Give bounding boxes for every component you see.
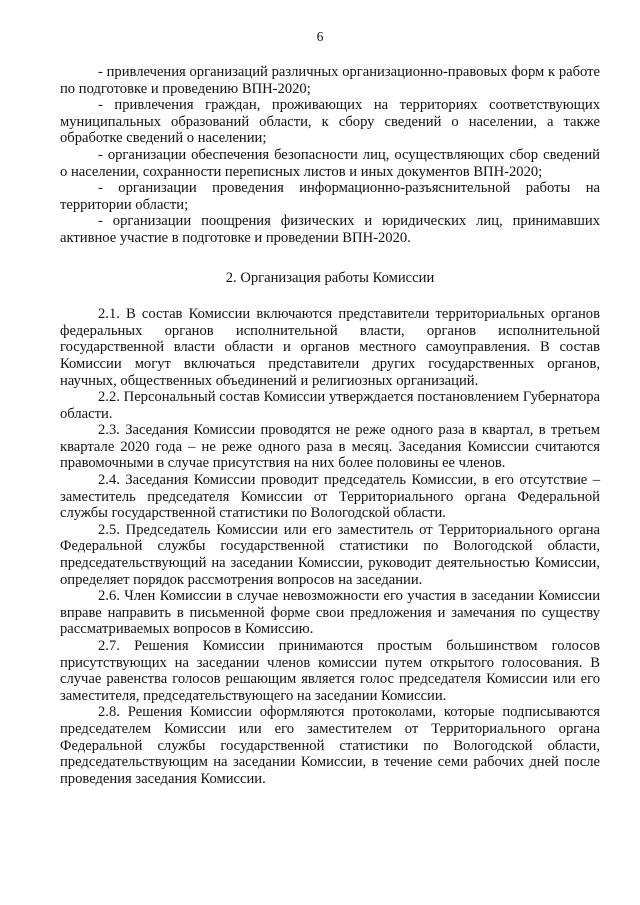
- clause-2-2: 2.2. Персональный состав Комиссии утверждается постановлением Губернатора области.: [60, 389, 600, 422]
- intro-item: - организации проведения информационно-разъяснительной работы на территории области;: [60, 180, 600, 213]
- clause-2-1: 2.1. В состав Комиссии включаются представители территориальных органов федеральных органов исполнительной власти, органов исполнительной государственной власти области и органов местного самоуправления. В состав Комиссии могут включаться представители других государственных органов, научных, общественных объединений и религиозных организаций.: [60, 306, 600, 389]
- document-body: [60, 64, 600, 787]
- intro-item: - привлечения граждан, проживающих на территориях соответствующих муниципальных образований области, к сбору сведений о населении, а также обработке сведений о населении;: [60, 97, 600, 147]
- intro-item: - организации поощрения физических и юридических лиц, принимавших активное участие в подготовке и проведении ВПН-2020.: [60, 213, 600, 246]
- clause-2-3: 2.3. Заседания Комиссии проводятся не реже одного раза в квартал, в третьем квартале 2020 года – не реже одного раза в месяц. Заседания Комиссии считаются правомочными в случае присутствия на них более половины ее членов.: [60, 422, 600, 472]
- intro-item: - привлечения организаций различных организационно-правовых форм к работе по подготовке и проведению ВПН-2020;: [60, 64, 600, 97]
- section-title: 2. Организация работы Комиссии: [225, 269, 435, 286]
- page-number: 6: [316, 29, 324, 44]
- clause-2-5: 2.5. Председатель Комиссии или его заместитель от Территориального органа Федеральной службы государственной статистики по Вологодской области, председательствующий на заседании Комиссии, руководит деятельностью Комиссии, определяет порядок рассмотрения вопросов на заседании.: [60, 521, 600, 588]
- clause-2-4: 2.4. Заседания Комиссии проводит председатель Комиссии, в его отсутствие – заместитель председателя Комиссии от Территориального органа Федеральной службы государственной статистики по Вологодской области.: [60, 472, 600, 522]
- clause-2-7: 2.7. Решения Комиссии принимаются простым большинством голосов присутствующих на заседании членов комиссии путем открытого голосования. В случае равенства голосов решающим является голос председателя Комиссии или его заместителя, председательствующего на заседании Комиссии.: [60, 638, 600, 704]
- clause-2-6: 2.6. Член Комиссии в случае невозможности его участия в заседании Комиссии вправе направить в письменной форме свои предложения и замечания по существу рассматриваемых вопросов в Комиссию.: [60, 588, 600, 638]
- clause-2-8: 2.8. Решения Комиссии оформляются протоколами, которые подписываются председателем Комиссии или его заместителем от Территориального органа Федеральной службы государственной статистики по Вологодской области, председательствующим на заседании Комиссии, в течение семи рабочих дней после проведения заседания Комиссии.: [60, 704, 600, 787]
- intro-item: - организации обеспечения безопасности лиц, осуществляющих сбор сведений о населении, сохранности переписных листов и иных документов ВПН-2020;: [60, 146, 600, 180]
